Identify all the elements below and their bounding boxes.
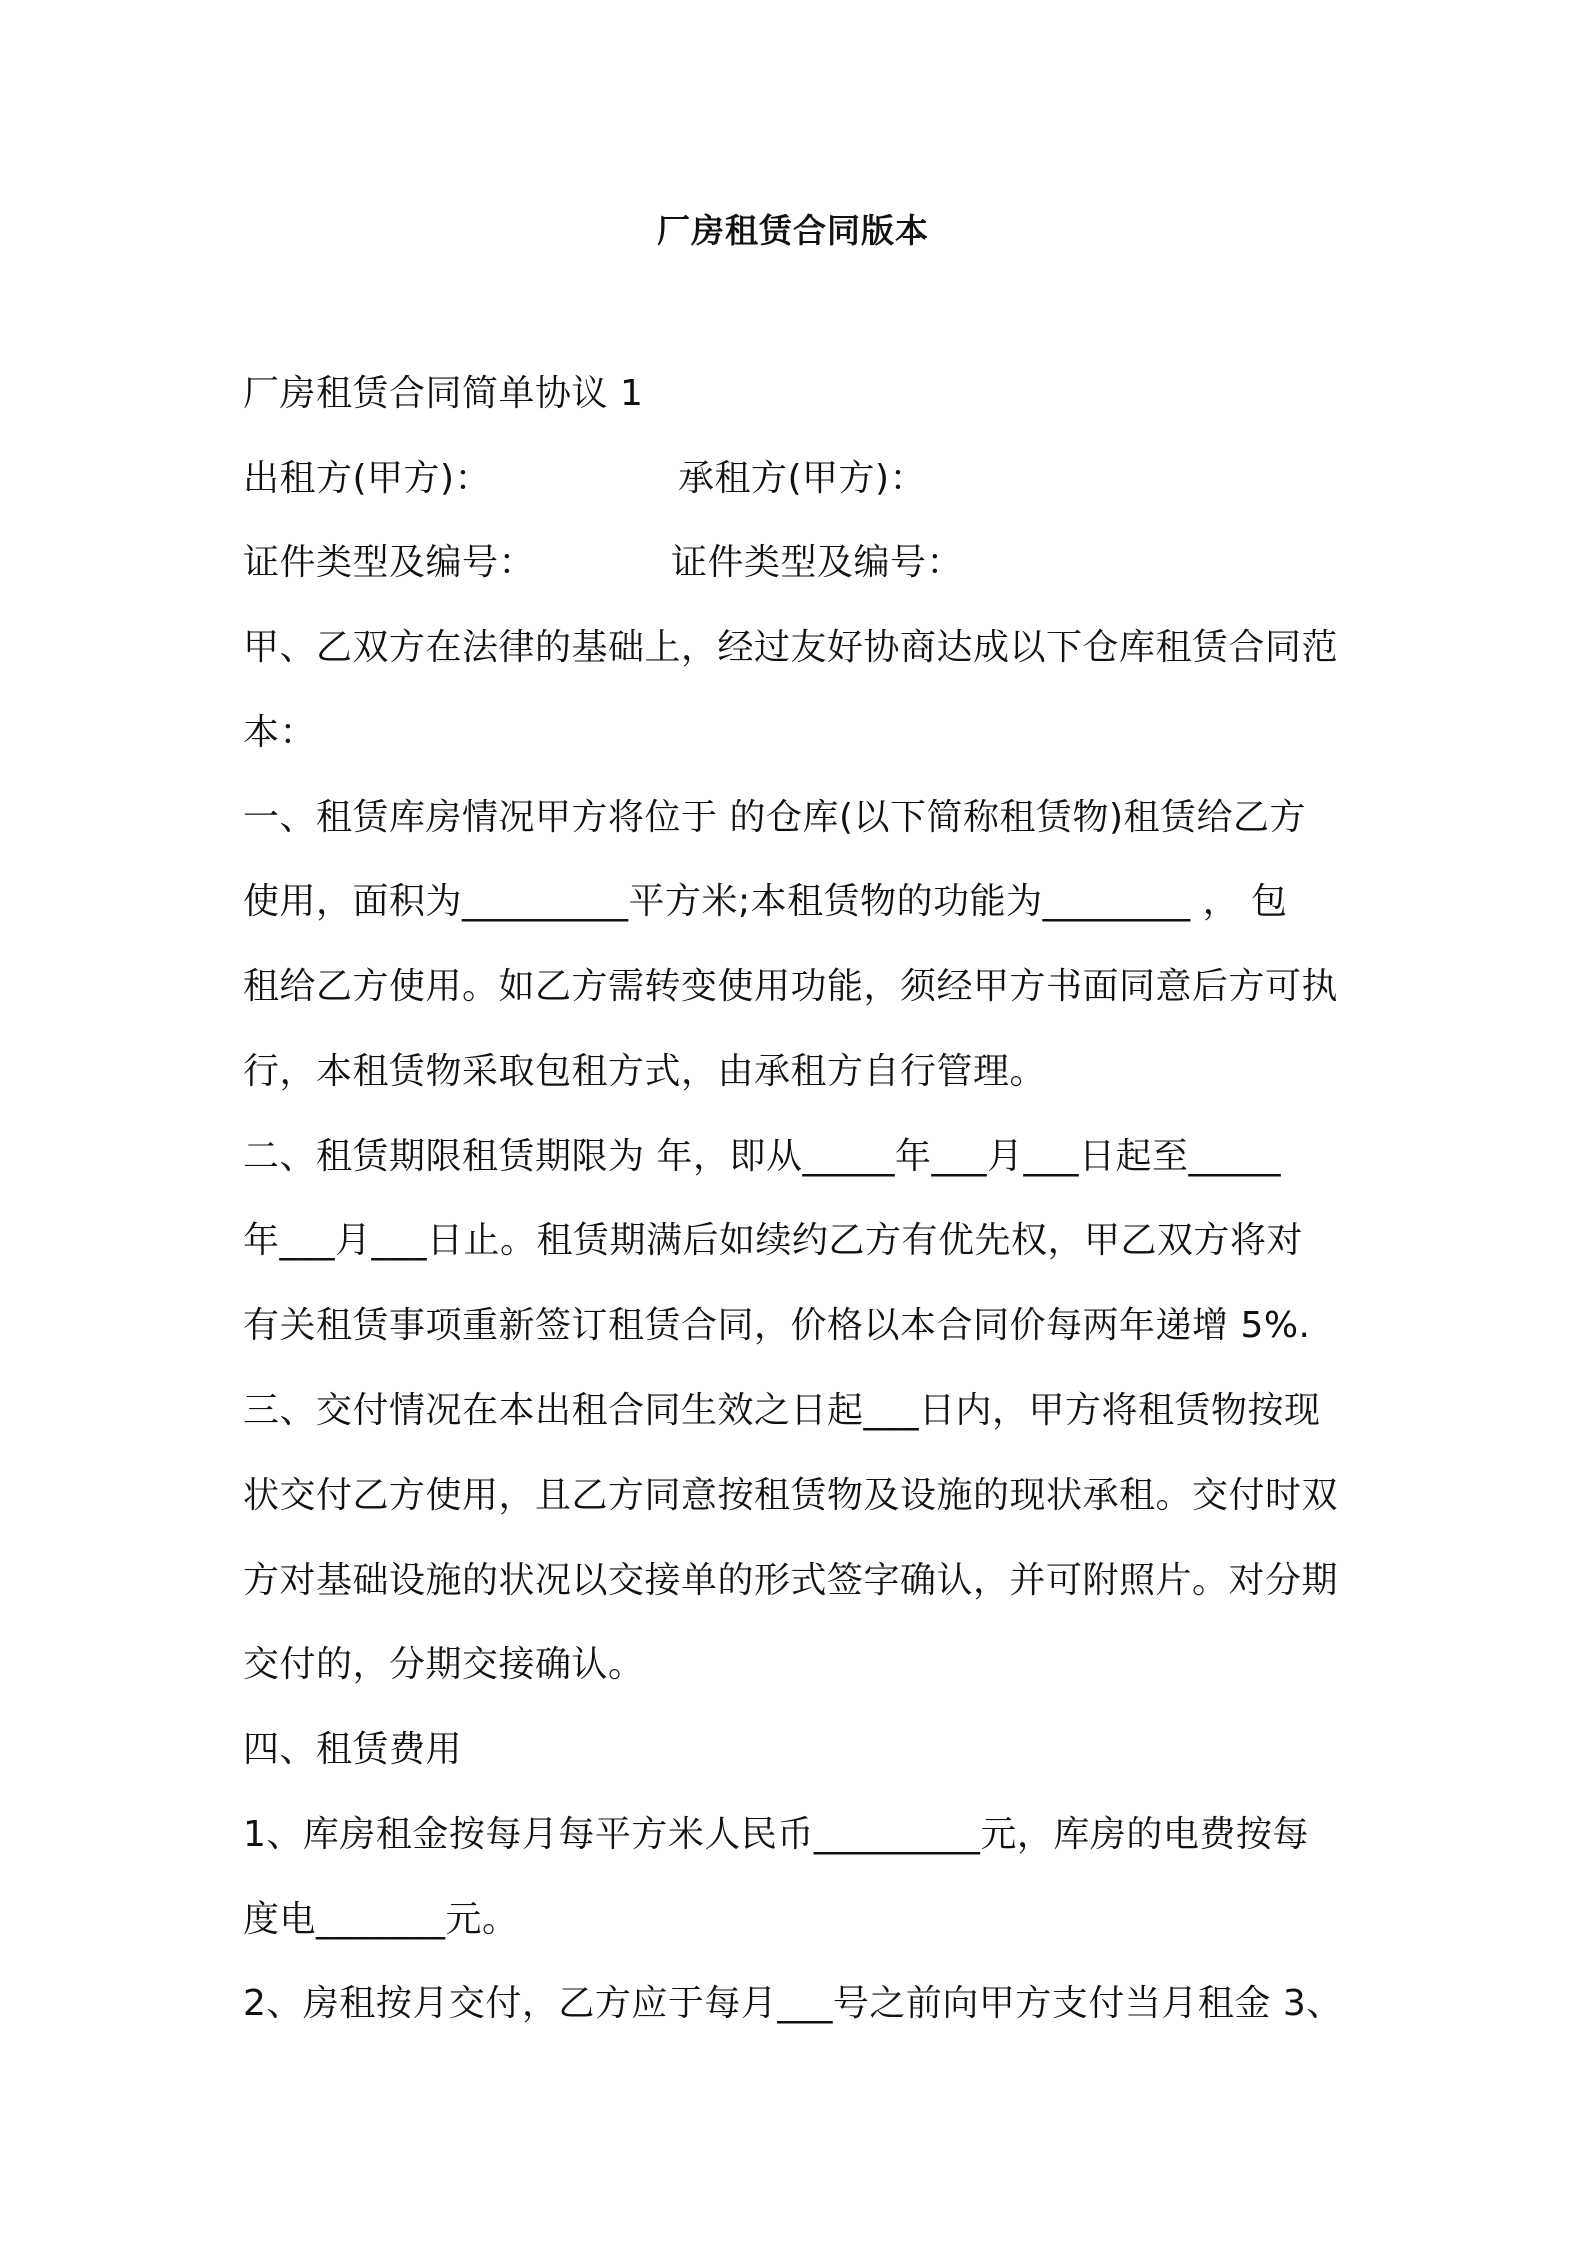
id-type-label-lessor: 证件类型及编号： bbox=[243, 542, 536, 583]
paragraph-line: 租给乙方使用。如乙方需转变使用功能，须经甲方书面同意后方可执 bbox=[243, 966, 1339, 1007]
paragraph-line: 三、交付情况在本出租合同生效之日起___日内，甲方将租赁物按现 bbox=[243, 1390, 1321, 1431]
paragraph-line: 2、房租按月交付，乙方应于每月___号之前向甲方支付当月租金 3、 bbox=[243, 1983, 1343, 2024]
paragraph-line: 一、租赁库房情况甲方将位于 的仓库(以下简称租赁物)租赁给乙方 bbox=[243, 797, 1307, 838]
paragraph-line: 方对基础设施的状况以交接单的形式签字确认，并可附照片。对分期 bbox=[243, 1560, 1339, 1601]
id-type-label-lessee: 证件类型及编号： bbox=[671, 542, 964, 583]
paragraph-line: 交付的，分期交接确认。 bbox=[243, 1644, 645, 1685]
paragraph-line: 甲、乙双方在法律的基础上，经过友好协商达成以下仓库租赁合同范 bbox=[243, 627, 1339, 668]
section-heading: 四、租赁费用 bbox=[243, 1729, 463, 1770]
paragraph-line: 1、库房租金按每月每平方米人民币_________元，库房的电费按每 bbox=[243, 1814, 1309, 1855]
paragraph-line: 行，本租赁物采取包租方式，由承租方自行管理。 bbox=[243, 1051, 1047, 1092]
document-subtitle: 厂房租赁合同简单协议 1 bbox=[243, 373, 644, 414]
paragraph-line: 本： bbox=[243, 712, 317, 753]
paragraph-line: 度电_______元。 bbox=[243, 1899, 519, 1940]
lessor-label: 出租方(甲方)： bbox=[243, 458, 492, 499]
paragraph-line: 年___月___日止。租赁期满后如续约乙方有优先权，甲乙双方将对 bbox=[243, 1220, 1304, 1261]
paragraph-line: 使用，面积为_________平方米;本租赁物的功能为________ ， 包 bbox=[243, 881, 1288, 922]
document-title: 厂房租赁合同版本 bbox=[657, 211, 929, 250]
paragraph-line: 状交付乙方使用，且乙方同意按租赁物及设施的现状承租。交付时双 bbox=[243, 1475, 1339, 1516]
paragraph-line: 二、租赁期限租赁期限为 年，即从_____年___月___日起至_____ bbox=[243, 1136, 1281, 1177]
lessee-label: 承租方(甲方)： bbox=[678, 458, 927, 499]
paragraph-line: 有关租赁事项重新签订租赁合同，价格以本合同价每两年递增 5%. bbox=[243, 1305, 1311, 1346]
